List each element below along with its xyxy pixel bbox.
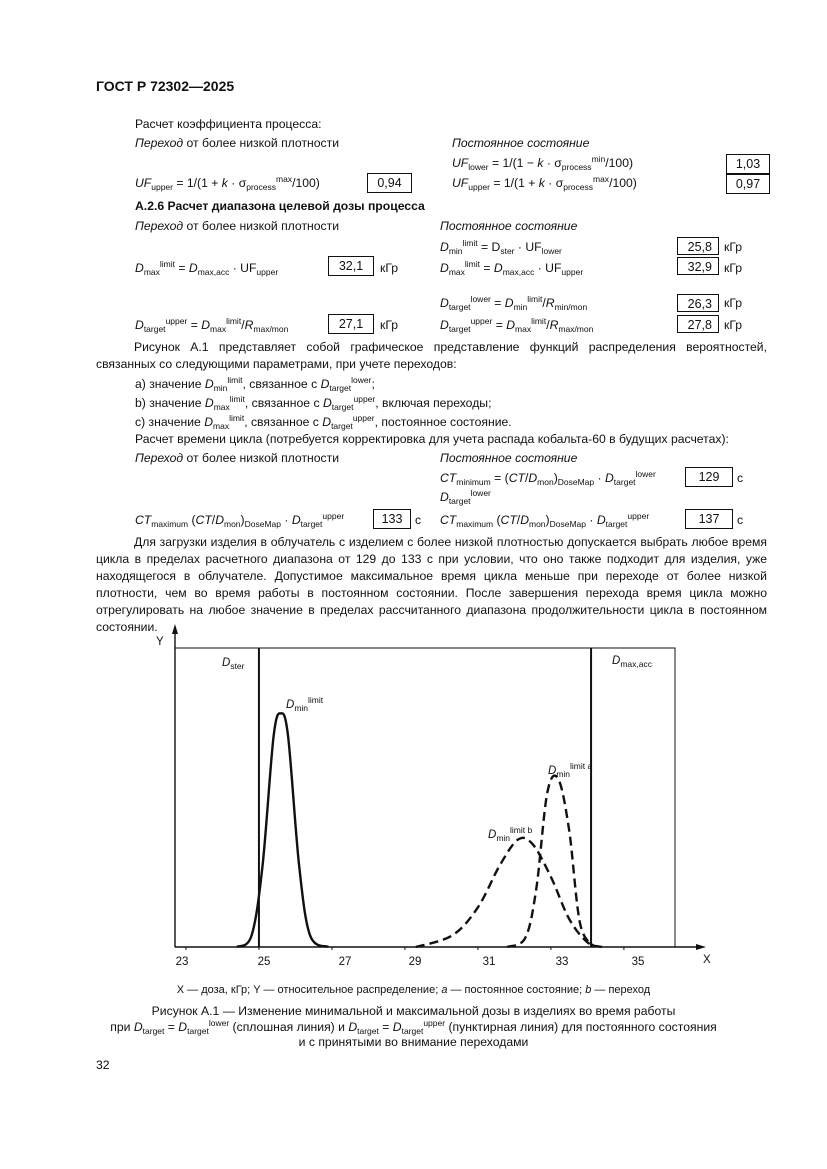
dmin-limit-value: 25,8 [677,237,719,255]
cycle-intro: Расчет времени цикла (потребуется корректировка для учета распада кобальта-60 в будущих расчетах): [135,432,729,446]
page-number: 32 [96,1058,110,1072]
ct-maximum-left-value: 133 [373,509,411,529]
dmax-limit-right-formula: $D_{max}^{limit} = D_{max,acc} \cdot UF_{upper}$ [440,259,584,277]
x-tick-label: 33 [555,956,569,968]
uf-upper-right-value: 0,97 [726,174,770,194]
unit-kgy: кГр [724,261,743,275]
list-item-a: a) значение $D_{min}^{limit}$, связанное с $D_{target}^{lower}$; [135,375,375,393]
cycle-right-heading: Постоянное состояние [440,451,578,465]
paragraph-cycle-explanation: Для загрузки изделия в облучатель с изделием с более низкой плотностью допускается выбрать любое время цикла в пределах расчетного диапазона от 129 до 133 с при условии, что оно также подходит для изделия, уже находящегося в облучателе. Допустимое максимальное время цикла меньше при переходе от более низкой плотности, чем во время работы в постоянном состоянии. После завершения перехода время цикла можно отрегулировать на любое значение в пределах рассчитанного диапазона продолжительности цикла в постоянном состоянии. [96,535,767,634]
dtarget-upper-left-formula: $D_{target}^{upper} = D_{max}^{limit}/R_{max/mon}$ [135,316,289,334]
x-tick-label: 27 [338,956,352,968]
list-item-c: c) значение $D_{max}^{limit}$, связанное с $D_{target}^{upper}$, постоянное состояние. [135,413,512,431]
coef-intro: Расчет коэффициента процесса: [135,117,322,131]
unit-seconds: с [737,471,744,485]
label-d-min-limit: $D_{min}^{limit}$ [286,695,324,713]
dtarget-lower-formula: $D_{target}^{lower} = D_{min}^{limit}/R_{min/mon}$ [440,294,588,312]
ct-minimum-formula: $CT_{minimum} = (CT/D_{mon})_{DoseMap} \cdot D_{target}^{lower}$ [440,469,656,487]
dmin-limit-formula: $D_{min}^{limit} = D_{ster} \cdot UF_{lower}$ [440,238,562,256]
label-d-min-limit-a: $D_{min}^{limit a}$ [548,761,593,779]
dtarget-upper-right-formula: $D_{target}^{upper} = D_{max}^{limit}/R_{max/mon}$ [440,316,594,334]
unit-kgy: кГр [380,318,399,332]
ct-maximum-left-formula: $CT_{maximum}$ $(CT/D_{mon})_{DoseMap} \cdot D_{target}^{upper}$ [135,511,345,529]
unit-kgy: кГр [724,240,743,254]
section-right-heading: Постоянное состояние [440,219,578,233]
paragraph-figure-intro: Рисунок А.1 представляет собой графическое представление функций распределения вероятностей, связанных со следующими параметрами, при учете переходов: [96,340,767,371]
figure-legend: X — доза, кГр; Y — относительное распределение; a — постоянное состояние; b — переход [176,984,651,996]
ct-minimum-value: 129 [685,467,733,487]
uf-upper-left-value: 0,94 [367,173,412,193]
x-tick-label: 23 [175,956,189,968]
uf-upper-left-formula: $UF_{upper} = 1/(1 + k \cdot \sigma_{process}^{max}/100)$ [135,174,320,192]
dtarget-upper-right-value: 27,8 [677,315,719,333]
document-id: ГОСТ Р 72302—2025 [96,78,235,94]
x-tick-label: 29 [408,956,422,968]
coef-right-heading: Постоянное состояние [452,136,590,150]
x-axis-arrow [696,944,706,950]
uf-lower-formula: $UF_{lower} = 1/(1 - k \cdot \sigma_{process}^{min}/100)$ [452,154,634,172]
series-line-3 [507,776,595,947]
ct-maximum-right-formula: $CT_{maximum}$ $(CT/D_{mon})_{DoseMap} \cdot D_{target}^{upper}$ [440,511,650,529]
dmax-limit-right-value: 32,9 [677,257,719,275]
unit-kgy: кГр [380,261,399,275]
series-line-2 [416,838,602,947]
cycle-left-heading: Переход от более низкой плотности [135,451,340,465]
unit-seconds: с [415,513,422,527]
y-axis-label: Y [156,636,164,648]
label-d-min-limit-b: $D_{min}^{limit b}$ [488,825,533,843]
x-axis-label: X [703,954,711,966]
figure-caption-line1: Рисунок А.1 — Изменение минимальной и максимальной дозы в изделиях во время работы [151,1004,676,1018]
ct-maximum-right-value: 137 [685,509,733,529]
figure-caption-line3: и с принятыми во внимание переходами [298,1035,529,1049]
plot-frame [175,648,675,947]
label-d-ster: $D_{ster}$ [222,657,245,671]
unit-kgy: кГр [724,296,743,310]
coef-left-heading: Переход от более низкой плотности [135,136,340,150]
dtarget-lower-value: 26,3 [677,294,719,312]
uf-upper-right-formula: $UF_{upper} = 1/(1 + k \cdot \sigma_{process}^{max}/100)$ [452,174,637,192]
label-d-max-acc: $D_{max,acc}$ [612,655,652,669]
dtarget-upper-left-value: 27,1 [328,314,374,334]
section-left-heading: Переход от более низкой плотности [135,219,340,233]
dmax-limit-left-value: 32,1 [328,256,374,276]
x-tick-label: 25 [257,956,271,968]
uf-lower-value: 1,03 [726,154,770,174]
list-item-b: b) значение $D_{max}^{limit}$, связанное с $D_{target}^{upper}$, включая переходы; [135,394,492,412]
ct-minimum-continuation: $D_{target}^{lower}$ [440,488,491,506]
unit-seconds: с [737,513,744,527]
dmax-limit-left-formula: $D_{max}^{limit} = D_{max,acc} \cdot UF_{upper}$ [135,259,279,277]
x-tick-label: 31 [482,956,496,968]
unit-kgy: кГр [724,318,743,332]
section-title: А.2.6 Расчет диапазона целевой дозы процесса [135,199,425,213]
series-line-1 [237,713,328,947]
figure-caption-line2: при $D_{target} = D_{target}^{lower}$ (сплошная линия) и $D_{target} = D_{target}^{upper}$ (пунктирная линия) для постоянного состояния [110,1018,717,1036]
x-tick-label: 35 [631,956,645,968]
